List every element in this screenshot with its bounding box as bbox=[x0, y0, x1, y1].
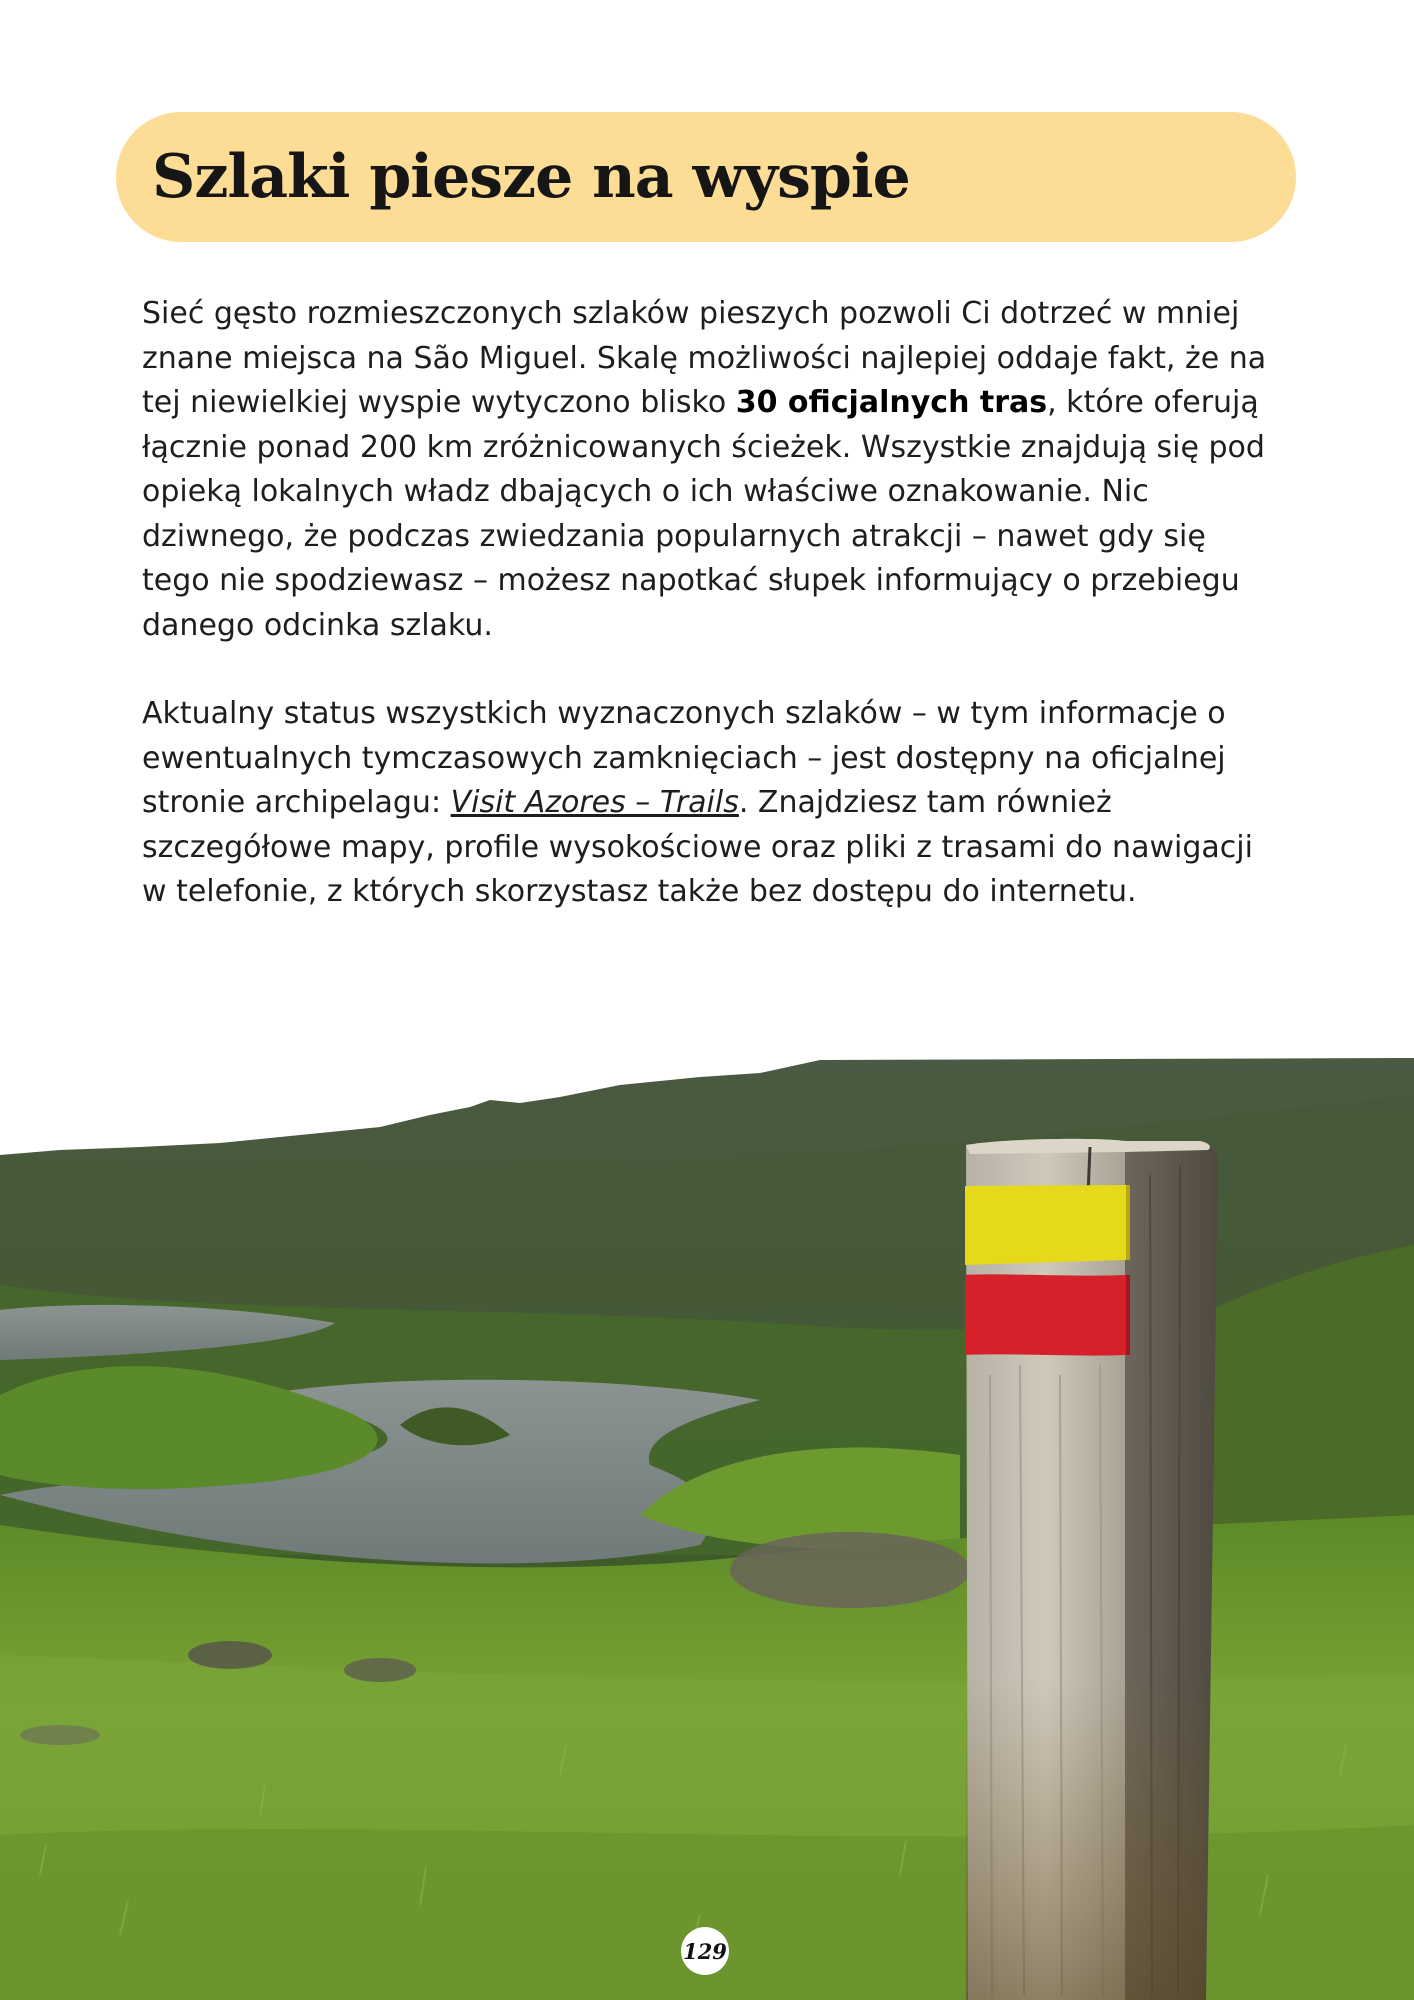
article-body bbox=[142, 292, 1282, 959]
page-number: 129 bbox=[681, 1927, 729, 1975]
title-banner bbox=[116, 112, 1296, 242]
trail-post bbox=[965, 1139, 1218, 2000]
paragraph-intro bbox=[142, 292, 1282, 648]
paragraph-intro-text-a: Sieć gęsto rozmieszczonych szlaków pieszych pozwoli Ci dotrzeć w mniej znane miejsca na São Miguel. Skalę możliwości najlepiej oddaje fakt, że na tej niewielkiej wyspie wytyczono blisko bbox=[142, 296, 1267, 420]
paragraph-status-text-a: Aktualny status wszystkich wyznaczonych szlaków – w tym informacje o ewentualnych tymczasowych zamknięciach – jest dostępny na oficjalnej stronie archipelagu: bbox=[142, 696, 1226, 820]
paragraph-intro-text-b: , które oferują łącznie ponad 200 km zróżnicowanych ścieżek. Wszystkie znajdują się pod opieką lokalnych władz dbających o ich właściwe oznakowanie. Nic dziwnego, że podczas zwiedzania popularnych atrakcji – nawet gdy się tego nie spodziewasz – możesz napotkać słupek informujący o przebiegu danego odcinka szlaku. bbox=[142, 385, 1265, 643]
page-title: Szlaki piesze na wyspie bbox=[152, 142, 910, 212]
trail-count-highlight: 30 oficjalnych tras bbox=[735, 385, 1048, 420]
trail-marker-illustration bbox=[0, 1055, 1414, 2000]
paragraph-status bbox=[142, 692, 1282, 915]
trail-marker-photo bbox=[0, 1055, 1414, 2000]
paragraph-status-text-b: . Znajdziesz tam również szczegółowe mapy, profile wysokościowe oraz pliki z trasami do nawigacji w telefonie, z których skorzystasz także bez dostępu do internetu. bbox=[142, 785, 1253, 909]
visit-azores-trails-link[interactable]: Visit Azores – Trails bbox=[450, 785, 739, 820]
